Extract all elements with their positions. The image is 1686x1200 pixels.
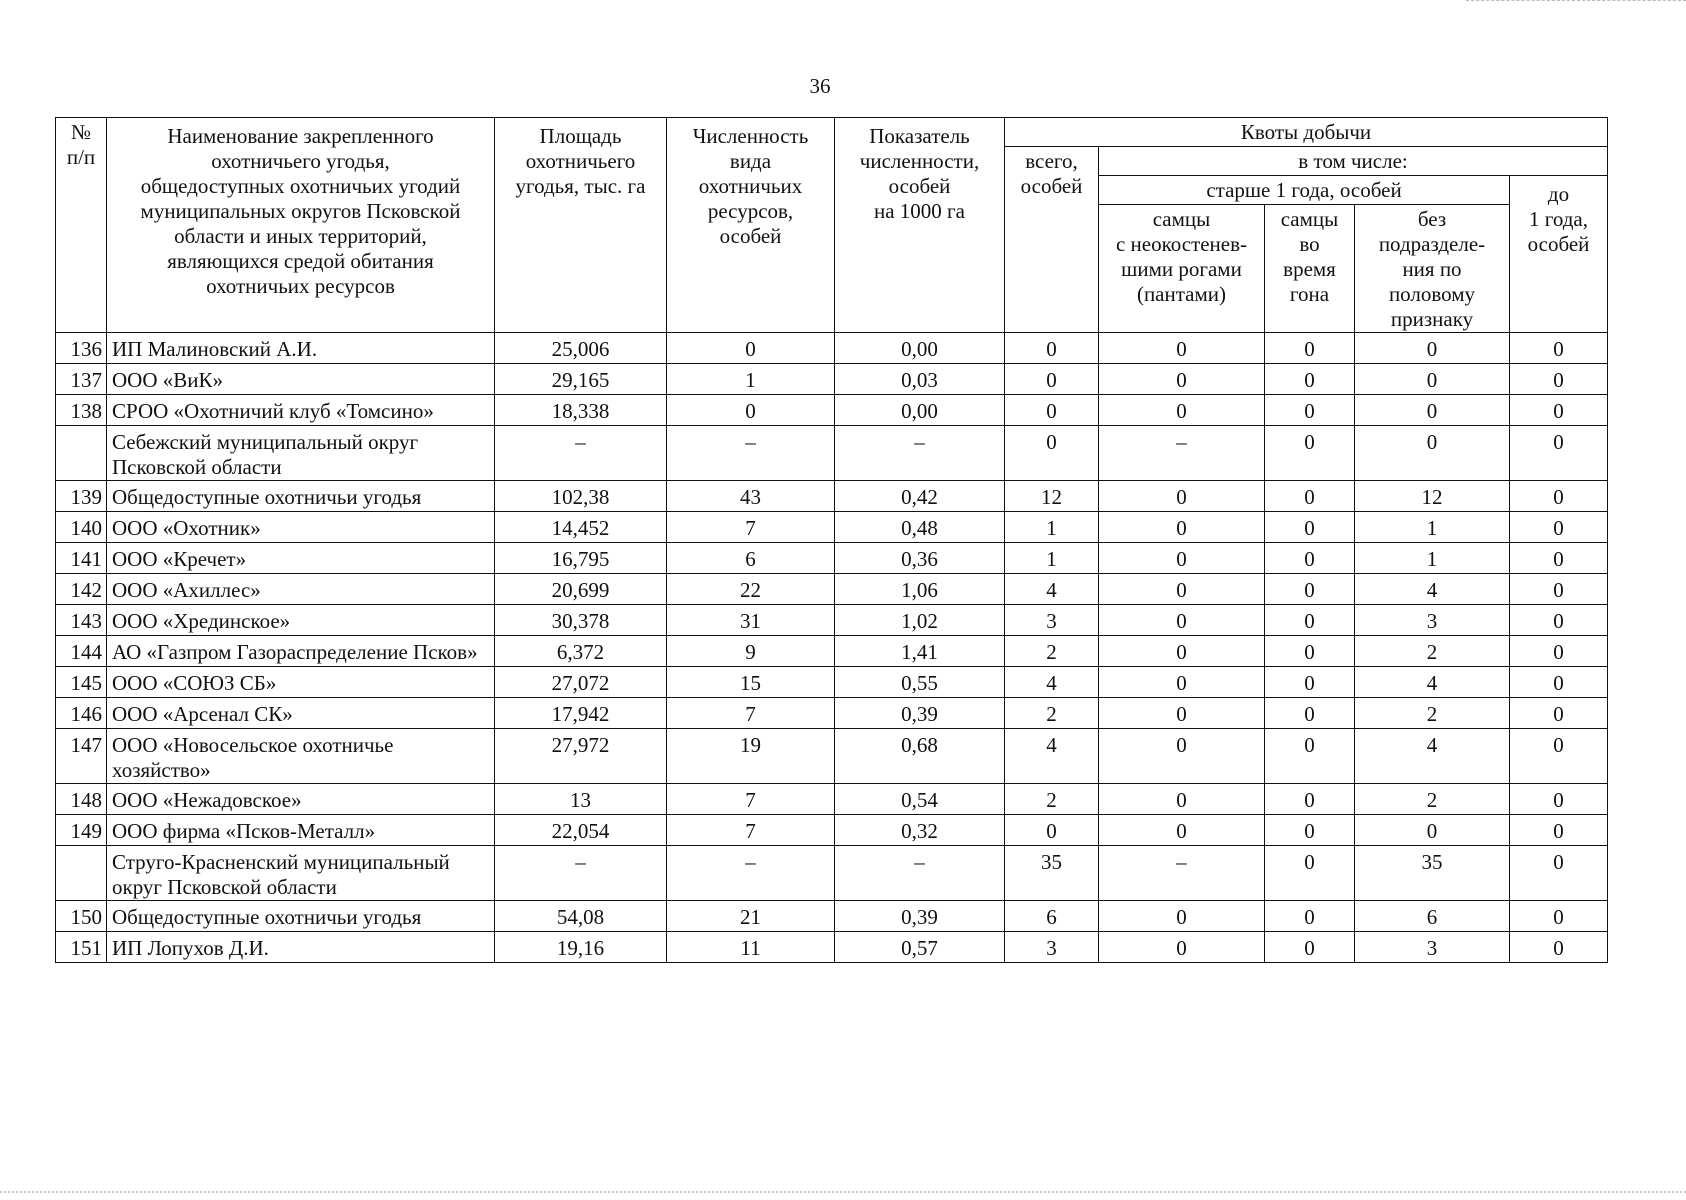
cell-total: 3 xyxy=(1005,932,1099,963)
cell-area: – xyxy=(495,846,667,901)
table-row xyxy=(56,815,1608,846)
cell-under-1-year: 0 xyxy=(1510,605,1608,636)
cell-population: 21 xyxy=(667,901,835,932)
header-no: № п/п xyxy=(56,118,107,333)
cell-name: СРОО «Охотничий клуб «Томсино» xyxy=(107,395,495,426)
cell-name: ООО «Хрединское» xyxy=(107,605,495,636)
cell-under-1-year: 0 xyxy=(1510,932,1608,963)
cell-population: 22 xyxy=(667,574,835,605)
cell-males-antlers: 0 xyxy=(1099,574,1265,605)
cell-density: – xyxy=(835,426,1005,481)
cell-no: 147 xyxy=(56,729,107,784)
cell-under-1-year: 0 xyxy=(1510,815,1608,846)
cell-males-antlers: 0 xyxy=(1099,364,1265,395)
cell-no: 138 xyxy=(56,395,107,426)
cell-total: 35 xyxy=(1005,846,1099,901)
cell-name: Струго-Красненский муниципальный округ Псковской области xyxy=(107,846,495,901)
cell-density: – xyxy=(835,846,1005,901)
cell-no: 146 xyxy=(56,698,107,729)
cell-density: 0,00 xyxy=(835,333,1005,364)
cell-total: 2 xyxy=(1005,636,1099,667)
cell-males-rut: 0 xyxy=(1265,395,1355,426)
cell-population: 7 xyxy=(667,512,835,543)
cell-density: 0,39 xyxy=(835,901,1005,932)
cell-males-rut: 0 xyxy=(1265,543,1355,574)
cell-no: 143 xyxy=(56,605,107,636)
table-row xyxy=(56,364,1608,395)
cell-population: – xyxy=(667,846,835,901)
cell-name: ООО «Охотник» xyxy=(107,512,495,543)
cell-area: 27,072 xyxy=(495,667,667,698)
cell-under-1-year: 0 xyxy=(1510,846,1608,901)
cell-area: 30,378 xyxy=(495,605,667,636)
cell-density: 0,00 xyxy=(835,395,1005,426)
cell-under-1-year: 0 xyxy=(1510,698,1608,729)
cell-population: 7 xyxy=(667,784,835,815)
cell-population: 6 xyxy=(667,543,835,574)
cell-total: 4 xyxy=(1005,574,1099,605)
cell-name: Общедоступные охотничьи угодья xyxy=(107,481,495,512)
cell-males-antlers: 0 xyxy=(1099,543,1265,574)
cell-males-antlers: 0 xyxy=(1099,333,1265,364)
cell-total: 0 xyxy=(1005,364,1099,395)
table-row xyxy=(56,698,1608,729)
page-number: 36 xyxy=(809,74,831,98)
table-row xyxy=(56,574,1608,605)
cell-area: 16,795 xyxy=(495,543,667,574)
table-row xyxy=(56,605,1608,636)
cell-males-antlers: 0 xyxy=(1099,901,1265,932)
cell-area: 27,972 xyxy=(495,729,667,784)
cell-under-1-year: 0 xyxy=(1510,543,1608,574)
cell-no: 137 xyxy=(56,364,107,395)
table-row xyxy=(56,846,1608,901)
cell-name: ООО «ВиК» xyxy=(107,364,495,395)
cell-name: ООО «СОЮЗ СБ» xyxy=(107,667,495,698)
cell-males-rut: 0 xyxy=(1265,729,1355,784)
cell-no-sex-division: 35 xyxy=(1355,846,1510,901)
cell-no-sex-division: 3 xyxy=(1355,605,1510,636)
cell-population: 0 xyxy=(667,395,835,426)
table-row xyxy=(56,543,1608,574)
cell-name: ООО «Новосельское охотничье хозяйство» xyxy=(107,729,495,784)
cell-area: 17,942 xyxy=(495,698,667,729)
cell-name: Общедоступные охотничьи угодья xyxy=(107,901,495,932)
header-males-rut: самцы во время гона xyxy=(1265,205,1355,333)
cell-under-1-year: 0 xyxy=(1510,512,1608,543)
cell-no: 149 xyxy=(56,815,107,846)
cell-males-rut: 0 xyxy=(1265,426,1355,481)
cell-under-1-year: 0 xyxy=(1510,636,1608,667)
cell-under-1-year: 0 xyxy=(1510,784,1608,815)
table-row xyxy=(56,636,1608,667)
header-including: в том числе: xyxy=(1099,147,1608,176)
cell-density: 0,68 xyxy=(835,729,1005,784)
cell-under-1-year: 0 xyxy=(1510,333,1608,364)
cell-no-sex-division: 6 xyxy=(1355,901,1510,932)
cell-area: 14,452 xyxy=(495,512,667,543)
cell-no: 140 xyxy=(56,512,107,543)
cell-males-rut: 0 xyxy=(1265,667,1355,698)
cell-no-sex-division: 0 xyxy=(1355,815,1510,846)
table-row xyxy=(56,901,1608,932)
cell-no-sex-division: 0 xyxy=(1355,364,1510,395)
cell-no-sex-division: 0 xyxy=(1355,333,1510,364)
header-males-antlers: самцы с неокостенев- шими рогами (пантами) xyxy=(1099,205,1265,333)
cell-males-rut: 0 xyxy=(1265,784,1355,815)
cell-males-rut: 0 xyxy=(1265,901,1355,932)
cell-density: 0,48 xyxy=(835,512,1005,543)
cell-population: 7 xyxy=(667,815,835,846)
cell-no: 136 xyxy=(56,333,107,364)
cell-name: ООО «Нежадовское» xyxy=(107,784,495,815)
cell-population: 1 xyxy=(667,364,835,395)
cell-density: 0,54 xyxy=(835,784,1005,815)
cell-total: 12 xyxy=(1005,481,1099,512)
cell-total: 0 xyxy=(1005,426,1099,481)
cell-name: ООО «Кречет» xyxy=(107,543,495,574)
header-total: всего, особей xyxy=(1005,147,1099,333)
cell-no-sex-division: 1 xyxy=(1355,543,1510,574)
table-header xyxy=(56,118,1608,333)
cell-density: 0,39 xyxy=(835,698,1005,729)
cell-no-sex-division: 4 xyxy=(1355,667,1510,698)
cell-males-antlers: – xyxy=(1099,846,1265,901)
cell-males-antlers: 0 xyxy=(1099,481,1265,512)
cell-area: 6,372 xyxy=(495,636,667,667)
cell-no: 141 xyxy=(56,543,107,574)
cell-males-rut: 0 xyxy=(1265,481,1355,512)
table-row xyxy=(56,426,1608,481)
cell-population: 0 xyxy=(667,333,835,364)
cell-no-sex-division: 2 xyxy=(1355,784,1510,815)
cell-males-rut: 0 xyxy=(1265,605,1355,636)
cell-under-1-year: 0 xyxy=(1510,364,1608,395)
cell-area: – xyxy=(495,426,667,481)
cell-population: 11 xyxy=(667,932,835,963)
cell-population: 15 xyxy=(667,667,835,698)
cell-density: 1,41 xyxy=(835,636,1005,667)
table-row xyxy=(56,512,1608,543)
cell-area: 19,16 xyxy=(495,932,667,963)
cell-no-sex-division: 4 xyxy=(1355,574,1510,605)
cell-name: ООО «Ахиллес» xyxy=(107,574,495,605)
header-no-sex-division: без подразделе- ния по половому признаку xyxy=(1355,205,1510,333)
cell-no: 139 xyxy=(56,481,107,512)
cell-area: 20,699 xyxy=(495,574,667,605)
table-body xyxy=(56,333,1608,963)
cell-density: 0,32 xyxy=(835,815,1005,846)
cell-males-rut: 0 xyxy=(1265,512,1355,543)
cell-males-antlers: 0 xyxy=(1099,698,1265,729)
cell-total: 2 xyxy=(1005,784,1099,815)
cell-under-1-year: 0 xyxy=(1510,901,1608,932)
table-row xyxy=(56,784,1608,815)
cell-population: 43 xyxy=(667,481,835,512)
cell-males-rut: 0 xyxy=(1265,932,1355,963)
cell-density: 1,06 xyxy=(835,574,1005,605)
cell-no: 145 xyxy=(56,667,107,698)
cell-no-sex-division: 1 xyxy=(1355,512,1510,543)
header-density: Показатель численности, особей на 1000 га xyxy=(835,118,1005,333)
cell-no: 142 xyxy=(56,574,107,605)
cell-density: 0,03 xyxy=(835,364,1005,395)
cell-total: 4 xyxy=(1005,729,1099,784)
cell-density: 0,42 xyxy=(835,481,1005,512)
cell-total: 1 xyxy=(1005,512,1099,543)
cell-males-rut: 0 xyxy=(1265,333,1355,364)
cell-no-sex-division: 0 xyxy=(1355,395,1510,426)
table-row xyxy=(56,667,1608,698)
header-under-1-year: до 1 года, особей xyxy=(1510,176,1608,333)
hunting-quota-table xyxy=(55,117,1608,963)
header-area: Площадь охотничьего угодья, тыс. га xyxy=(495,118,667,333)
cell-name: ИП Малиновский А.И. xyxy=(107,333,495,364)
cell-name: АО «Газпром Газораспределение Псков» xyxy=(107,636,495,667)
cell-males-antlers: 0 xyxy=(1099,395,1265,426)
cell-males-rut: 0 xyxy=(1265,364,1355,395)
cell-name: ИП Лопухов Д.И. xyxy=(107,932,495,963)
cell-total: 0 xyxy=(1005,395,1099,426)
cell-total: 4 xyxy=(1005,667,1099,698)
cell-total: 6 xyxy=(1005,901,1099,932)
cell-no xyxy=(56,846,107,901)
cell-under-1-year: 0 xyxy=(1510,426,1608,481)
cell-area: 13 xyxy=(495,784,667,815)
header-population: Численность вида охотничьих ресурсов, особей xyxy=(667,118,835,333)
cell-no: 148 xyxy=(56,784,107,815)
scan-edge-top xyxy=(1466,0,1686,3)
cell-no: 150 xyxy=(56,901,107,932)
header-name: Наименование закрепленного охотничьего угодья, общедоступных охотничьих угодий муниципальных округов Псковской области и иных территорий, являющихся средой обитания охотничьих ресурсов xyxy=(107,118,495,333)
cell-males-antlers: 0 xyxy=(1099,636,1265,667)
table-row xyxy=(56,395,1608,426)
cell-under-1-year: 0 xyxy=(1510,667,1608,698)
cell-males-antlers: 0 xyxy=(1099,784,1265,815)
cell-area: 25,006 xyxy=(495,333,667,364)
cell-total: 3 xyxy=(1005,605,1099,636)
cell-males-rut: 0 xyxy=(1265,698,1355,729)
cell-no: 151 xyxy=(56,932,107,963)
cell-no-sex-division: 2 xyxy=(1355,698,1510,729)
cell-no xyxy=(56,426,107,481)
cell-males-antlers: 0 xyxy=(1099,605,1265,636)
cell-males-rut: 0 xyxy=(1265,636,1355,667)
cell-males-rut: 0 xyxy=(1265,574,1355,605)
cell-population: 31 xyxy=(667,605,835,636)
cell-name: ООО «Арсенал СК» xyxy=(107,698,495,729)
cell-population: 9 xyxy=(667,636,835,667)
cell-population: 19 xyxy=(667,729,835,784)
cell-density: 0,57 xyxy=(835,932,1005,963)
cell-total: 2 xyxy=(1005,698,1099,729)
cell-area: 22,054 xyxy=(495,815,667,846)
cell-no-sex-division: 0 xyxy=(1355,426,1510,481)
cell-males-antlers: 0 xyxy=(1099,667,1265,698)
cell-males-antlers: 0 xyxy=(1099,932,1265,963)
cell-no-sex-division: 12 xyxy=(1355,481,1510,512)
cell-total: 0 xyxy=(1005,333,1099,364)
cell-under-1-year: 0 xyxy=(1510,729,1608,784)
table-row xyxy=(56,481,1608,512)
cell-males-antlers: 0 xyxy=(1099,815,1265,846)
cell-under-1-year: 0 xyxy=(1510,395,1608,426)
cell-total: 0 xyxy=(1005,815,1099,846)
cell-under-1-year: 0 xyxy=(1510,574,1608,605)
cell-area: 54,08 xyxy=(495,901,667,932)
cell-density: 1,02 xyxy=(835,605,1005,636)
cell-males-antlers: 0 xyxy=(1099,729,1265,784)
cell-area: 102,38 xyxy=(495,481,667,512)
cell-density: 0,36 xyxy=(835,543,1005,574)
scan-edge-bottom xyxy=(0,1191,1686,1196)
table-row xyxy=(56,932,1608,963)
cell-population: 7 xyxy=(667,698,835,729)
cell-no-sex-division: 2 xyxy=(1355,636,1510,667)
cell-no-sex-division: 4 xyxy=(1355,729,1510,784)
header-quotas: Квоты добычи xyxy=(1005,118,1608,147)
cell-no-sex-division: 3 xyxy=(1355,932,1510,963)
cell-males-rut: 0 xyxy=(1265,846,1355,901)
cell-males-antlers: 0 xyxy=(1099,512,1265,543)
cell-area: 18,338 xyxy=(495,395,667,426)
cell-density: 0,55 xyxy=(835,667,1005,698)
table-row xyxy=(56,729,1608,784)
cell-no: 144 xyxy=(56,636,107,667)
cell-total: 1 xyxy=(1005,543,1099,574)
cell-males-rut: 0 xyxy=(1265,815,1355,846)
cell-area: 29,165 xyxy=(495,364,667,395)
cell-males-antlers: – xyxy=(1099,426,1265,481)
cell-under-1-year: 0 xyxy=(1510,481,1608,512)
header-older-than-1-year: старше 1 года, особей xyxy=(1099,176,1510,205)
cell-population: – xyxy=(667,426,835,481)
cell-name: Себежский муниципальный округ Псковской области xyxy=(107,426,495,481)
table-row xyxy=(56,333,1608,364)
cell-name: ООО фирма «Псков-Металл» xyxy=(107,815,495,846)
